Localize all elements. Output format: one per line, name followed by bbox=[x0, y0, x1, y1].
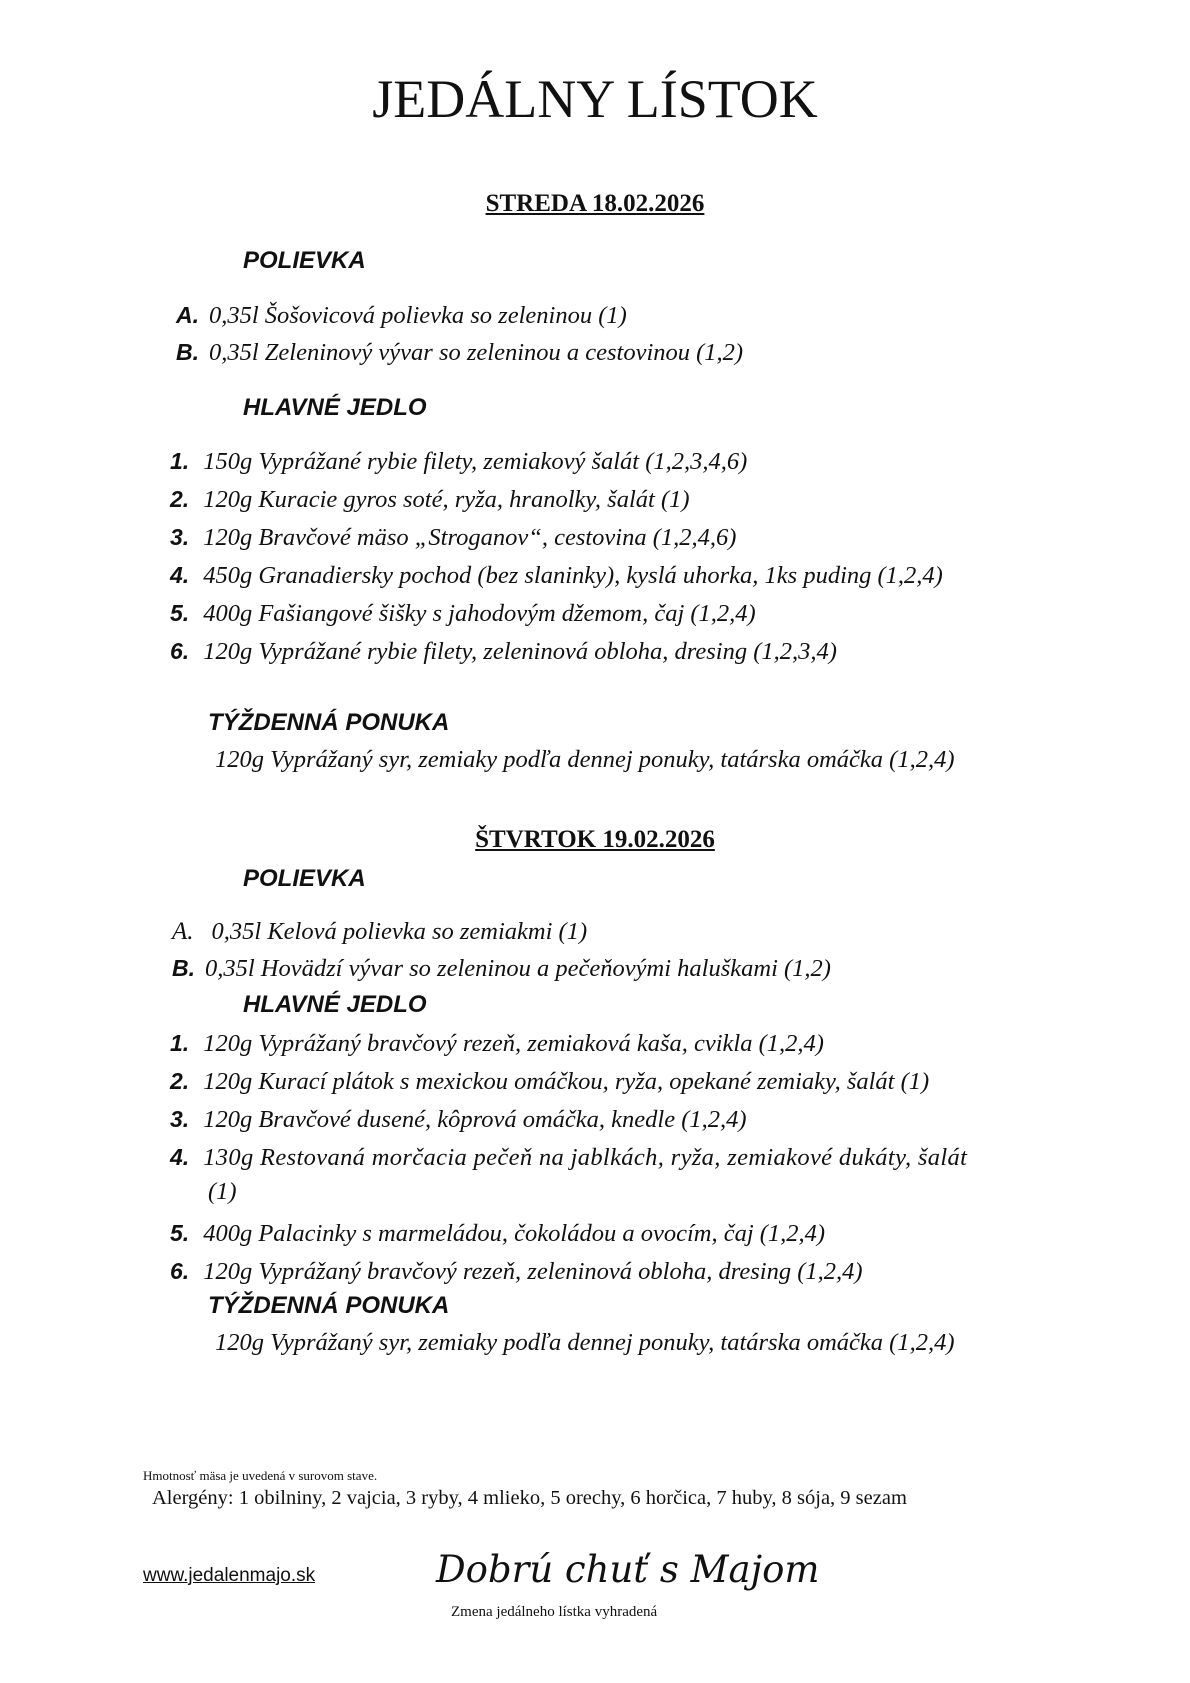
main-dish-text: 450g Granadiersky pochod (bez slaninky), kyslá uhorka, 1ks puding (1,2,4) bbox=[203, 562, 943, 589]
main-dish-item-6 bbox=[170, 1258, 863, 1286]
day-heading-wednesday: STREDA 18.02.2026 bbox=[485, 190, 705, 217]
main-dish-item-4 bbox=[170, 562, 943, 590]
main-dish-item-2 bbox=[170, 1068, 929, 1096]
weekly-offer-heading: TÝŽDENNÁ PONUKA bbox=[208, 1292, 450, 1319]
main-dish-text: 120g Kurací plátok s mexickou omáčkou, ryža, opekané zemiaky, šalát (1) bbox=[203, 1068, 930, 1095]
main-dish-item-2 bbox=[170, 486, 690, 514]
main-dish-text: 120g Vyprážaný bravčový rezeň, zemiaková kaša, cvikla (1,2,4) bbox=[203, 1030, 824, 1057]
main-dish-item-1 bbox=[170, 1030, 824, 1058]
main-dish-text: 130g Restovaná morčacia pečeň na jablkách, ryža, zemiakové dukáty, šalát bbox=[203, 1144, 968, 1171]
main-dish-marker: 4. bbox=[170, 1144, 190, 1170]
weekly-offer-text: 120g Vyprážaný syr, zemiaky podľa dennej ponuky, tatárska omáčka (1,2,4) bbox=[215, 746, 955, 773]
main-dish-text: 400g Palacinky s marmeládou, čokoládou a ovocím, čaj (1,2,4) bbox=[203, 1220, 826, 1247]
main-dish-item-4-continuation bbox=[208, 1178, 237, 1206]
main-dish-text: 400g Fašiangové šišky s jahodovým džemom, čaj (1,2,4) bbox=[203, 600, 756, 627]
weight-note: Hmotnosť mäsa je uvedená v surovom stave. bbox=[143, 1468, 378, 1483]
day-heading-thursday: ŠTVRTOK 19.02.2026 bbox=[475, 826, 715, 853]
main-dish-item-3 bbox=[170, 1106, 747, 1134]
website-link[interactable]: www.jedalenmajo.sk bbox=[143, 1565, 316, 1586]
main-dish-marker: 3. bbox=[170, 524, 190, 550]
weekly-offer-item bbox=[215, 1329, 954, 1357]
main-dish-item-5 bbox=[170, 600, 756, 628]
main-dish-text: 120g Vyprážaný bravčový rezeň, zeleninová obloha, dresing (1,2,4) bbox=[203, 1258, 863, 1285]
soup-heading: POLIEVKA bbox=[243, 247, 366, 274]
soup-text: 0,35l Šošovicová polievka so zeleninou (1) bbox=[209, 302, 627, 329]
main-dish-text: 120g Vyprážané rybie filety, zeleninová obloha, dresing (1,2,3,4) bbox=[203, 638, 837, 665]
weekly-offer-item bbox=[215, 746, 954, 774]
main-dish-text: 150g Vyprážané rybie filety, zemiakový šalát (1,2,3,4,6) bbox=[203, 448, 748, 475]
main-dish-marker: 1. bbox=[170, 448, 190, 474]
main-dish-item-3 bbox=[170, 524, 736, 552]
soup-marker: A. bbox=[172, 918, 194, 945]
main-dish-marker: 5. bbox=[170, 1220, 190, 1246]
main-dish-item-6 bbox=[170, 638, 837, 666]
main-dish-text: 120g Kuracie gyros soté, ryža, hranolky, šalát (1) bbox=[203, 486, 690, 513]
soup-heading: POLIEVKA bbox=[243, 865, 366, 892]
main-dish-heading: HLAVNÉ JEDLO bbox=[243, 394, 427, 421]
soup-item-b bbox=[176, 339, 743, 367]
main-dish-item-4 bbox=[170, 1144, 967, 1172]
page-title: JEDÁLNY LÍSTOK bbox=[372, 69, 818, 129]
main-dish-marker: 4. bbox=[170, 562, 190, 588]
allergens-legend: Alergény: 1 obilniny, 2 vajcia, 3 ryby, 4 mlieko, 5 orechy, 6 horčica, 7 huby, 8 sója, 9 sezam bbox=[152, 1487, 907, 1509]
main-dish-marker: 2. bbox=[170, 486, 190, 512]
main-dish-marker: 5. bbox=[170, 600, 190, 626]
soup-item-b bbox=[172, 955, 831, 983]
main-dish-text: 120g Bravčové mäso „Stroganov“, cestovina (1,2,4,6) bbox=[203, 524, 737, 551]
main-dish-marker: 3. bbox=[170, 1106, 190, 1132]
soup-item-a bbox=[172, 918, 587, 946]
soup-text: 0,35l Zeleninový vývar so zeleninou a cestovinou (1,2) bbox=[209, 339, 744, 366]
main-dish-heading: HLAVNÉ JEDLO bbox=[243, 991, 427, 1018]
main-dish-text: 120g Bravčové dusené, kôprová omáčka, knedle (1,2,4) bbox=[203, 1106, 747, 1133]
slogan: Dobrú chuť s Majom bbox=[436, 1548, 820, 1591]
soup-text: 0,35l Hovädzí vývar so zeleninou a pečeňovými haluškami (1,2) bbox=[205, 955, 831, 982]
weekly-offer-text: 120g Vyprážaný syr, zemiaky podľa dennej ponuky, tatárska omáčka (1,2,4) bbox=[215, 1329, 955, 1356]
main-dish-marker: 1. bbox=[170, 1030, 190, 1056]
soup-text: 0,35l Kelová polievka so zemiakmi (1) bbox=[211, 918, 588, 945]
soup-marker: A. bbox=[176, 302, 199, 328]
main-dish-marker: 6. bbox=[170, 638, 190, 664]
main-dish-marker: 2. bbox=[170, 1068, 190, 1094]
soup-marker: B. bbox=[176, 339, 199, 365]
main-dish-marker: 6. bbox=[170, 1258, 190, 1284]
menu-change-note: Zmena jedálneho lístka vyhradená bbox=[451, 1604, 658, 1620]
main-dish-item-1 bbox=[170, 448, 747, 476]
soup-marker: B. bbox=[172, 955, 195, 981]
main-dish-text-continuation: (1) bbox=[208, 1178, 237, 1205]
main-dish-item-5 bbox=[170, 1220, 825, 1248]
soup-item-a bbox=[176, 302, 627, 330]
weekly-offer-heading: TÝŽDENNÁ PONUKA bbox=[208, 709, 450, 736]
